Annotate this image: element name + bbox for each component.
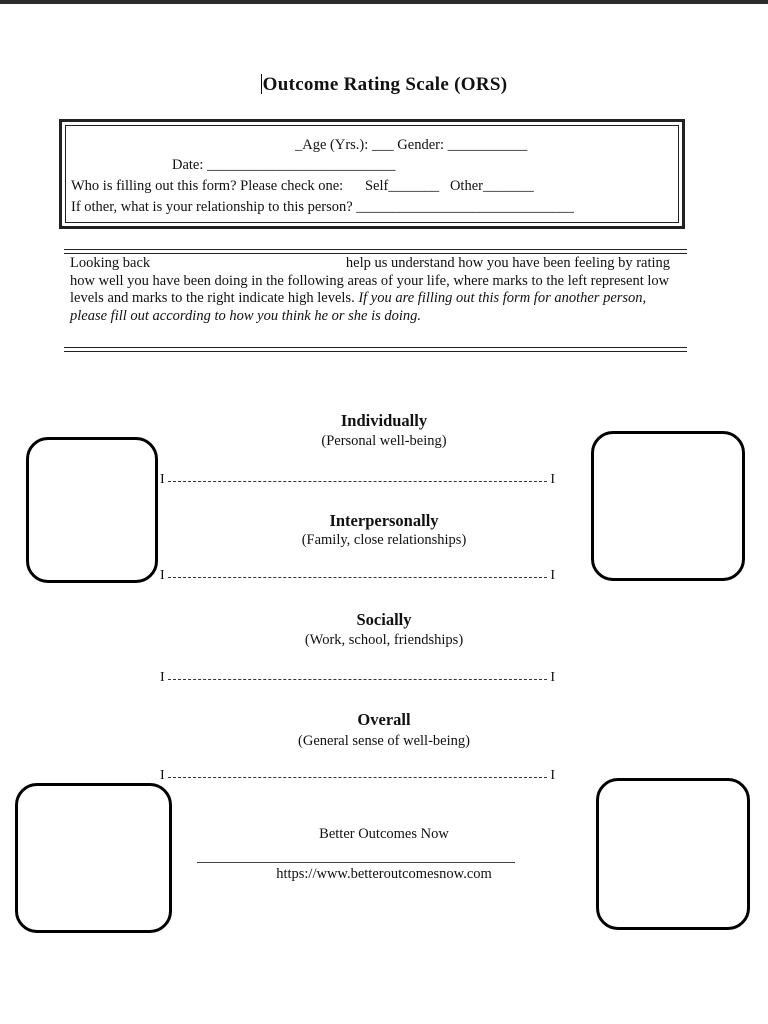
scale-line-interpersonally[interactable]: I I: [160, 568, 555, 583]
scale-line-socially[interactable]: I I: [160, 670, 555, 685]
instructions-italic: If you are filling out this form for another person, please fill out according to how you think he or she is doing.: [70, 290, 647, 324]
redaction-box-bottom-right: [596, 778, 750, 930]
scale-sub-individually: (Personal well-being): [321, 433, 447, 449]
relationship-line[interactable]: If other, what is your relationship to this person? ______________________________: [71, 199, 574, 215]
footer-org: Better Outcomes Now: [319, 826, 449, 842]
instructions-box: [64, 249, 687, 353]
filling-out-line[interactable]: Who is filling out this form? Please check one: Self_______ Other_______: [71, 178, 534, 194]
scale-sub-overall: (General sense of well-being): [298, 733, 470, 749]
scale-sub-socially: (Work, school, friendships): [304, 632, 464, 648]
instructions-text: [70, 255, 680, 325]
client-info-box: [59, 119, 685, 229]
scale-heading-overall: Overall: [357, 710, 411, 729]
footer-divider: [197, 862, 515, 863]
scale-sub-interpersonally: (Family, close relationships): [301, 532, 467, 548]
instructions-lead: Looking back: [70, 255, 151, 271]
age-gender-line[interactable]: _Age (Yrs.): ___ Gender: ___________: [295, 137, 528, 153]
top-border: [0, 0, 768, 4]
instructions-body: help us understand how you have been feeling by rating how well you have been doing in the following areas of your life, where marks to the left represent low levels and marks to the right indicate high levels.: [70, 255, 671, 306]
scale-heading-interpersonally: Interpersonally: [329, 511, 439, 530]
scale-line-overall[interactable]: I I: [160, 768, 555, 783]
scale-heading-socially: Socially: [356, 610, 412, 629]
redaction-box-top-right: [591, 431, 745, 581]
text-cursor: [261, 74, 262, 94]
form-title-text: Outcome Rating Scale (ORS): [262, 74, 508, 95]
date-line[interactable]: Date: __________________________: [172, 157, 396, 173]
scale-line-individually[interactable]: I I: [160, 472, 555, 487]
redaction-box-top-left: [26, 437, 158, 583]
scale-heading-individually: Individually: [340, 411, 428, 430]
redaction-box-bottom-left: [15, 783, 172, 933]
footer-url[interactable]: https://www.betteroutcomesnow.com: [276, 866, 492, 882]
form-title: [0, 74, 768, 96]
copyright-redacted: [0, 926, 768, 941]
